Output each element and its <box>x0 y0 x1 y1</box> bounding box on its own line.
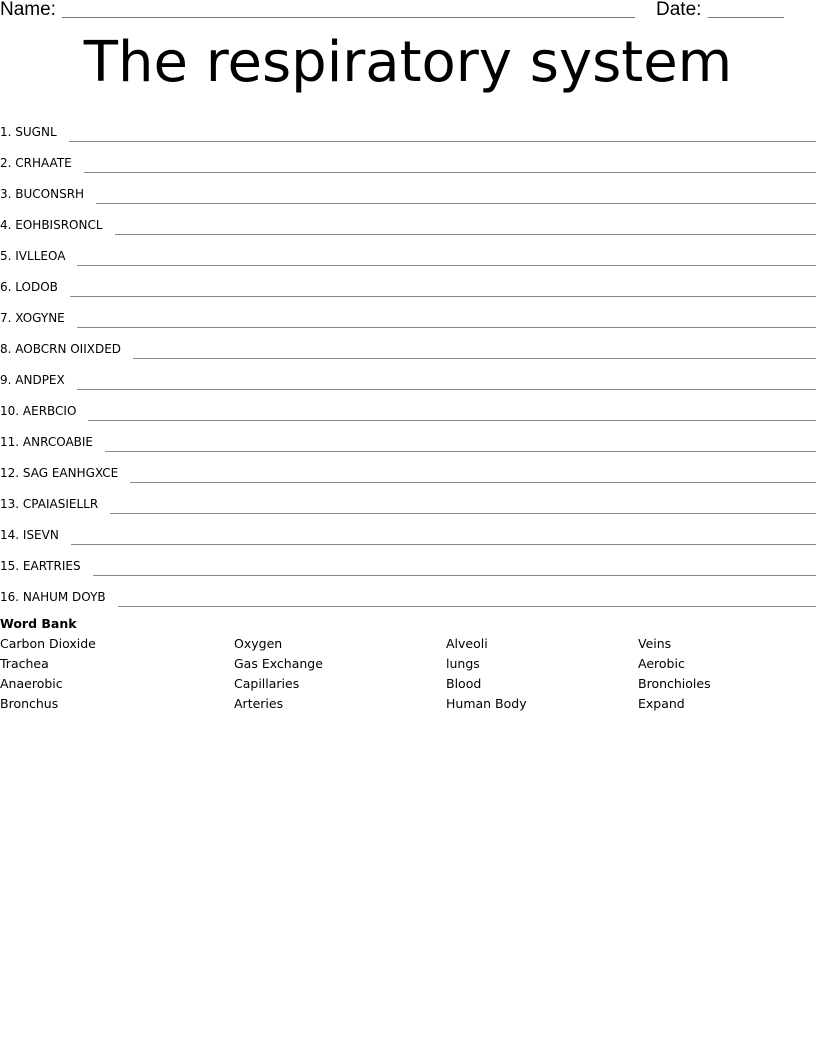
word-bank-item: Expand <box>638 696 685 711</box>
question-row <box>0 330 816 361</box>
question-row <box>0 206 816 237</box>
answer-line[interactable] <box>77 389 816 390</box>
question-scrambled-word: 7. XOGYNE <box>0 311 65 325</box>
question-row <box>0 454 816 485</box>
word-bank-item: Anaerobic <box>0 676 63 691</box>
question-row <box>0 392 816 423</box>
question-list <box>0 113 816 609</box>
word-bank <box>0 615 816 715</box>
answer-line[interactable] <box>77 327 816 328</box>
question-scrambled-word: 4. EOHBISRONCL <box>0 218 103 232</box>
word-bank-item: Capillaries <box>234 676 300 691</box>
question-row <box>0 547 816 578</box>
question-scrambled-word: 14. ISEVN <box>0 528 59 542</box>
question-row <box>0 361 816 392</box>
question-row <box>0 113 816 144</box>
header-row <box>0 0 816 22</box>
question-scrambled-word: 16. NAHUM DOYB <box>0 590 106 604</box>
question-scrambled-word: 8. AOBCRN OIIXDED <box>0 342 122 356</box>
answer-line[interactable] <box>115 234 816 235</box>
question-scrambled-word: 15. EARTRIES <box>0 559 81 573</box>
question-scrambled-word: 2. CRHAATE <box>0 156 72 170</box>
answer-line[interactable] <box>88 420 816 421</box>
word-bank-item: Arteries <box>234 696 284 711</box>
question-scrambled-word: 13. CPAIASIELLR <box>0 497 99 511</box>
name-answer-line[interactable] <box>62 17 635 18</box>
word-bank-item: Bronchus <box>0 696 59 711</box>
page-title: The respiratory system <box>83 30 733 95</box>
question-row <box>0 268 816 299</box>
question-scrambled-word: 10. AERBCIO <box>0 404 77 418</box>
question-scrambled-word: 12. SAG EANHGXCE <box>0 466 119 480</box>
question-row <box>0 578 816 609</box>
word-bank-item: Blood <box>446 676 482 691</box>
answer-line[interactable] <box>93 575 816 576</box>
question-row <box>0 175 816 206</box>
question-scrambled-word: 3. BUCONSRH <box>0 187 85 201</box>
answer-line[interactable] <box>70 296 816 297</box>
answer-line[interactable] <box>84 172 816 173</box>
answer-line[interactable] <box>71 544 816 545</box>
question-row <box>0 299 816 330</box>
question-row <box>0 485 816 516</box>
answer-line[interactable] <box>105 451 816 452</box>
word-bank-item: Carbon Dioxide <box>0 636 96 651</box>
answer-line[interactable] <box>69 141 816 142</box>
question-scrambled-word: 9. ANDPEX <box>0 373 65 387</box>
question-row <box>0 237 816 268</box>
question-scrambled-word: 11. ANRCOABIE <box>0 435 93 449</box>
question-scrambled-word: 6. LODOB <box>0 280 58 294</box>
answer-line[interactable] <box>133 358 816 359</box>
word-bank-item: Bronchioles <box>638 676 711 691</box>
answer-line[interactable] <box>110 513 816 514</box>
question-scrambled-word: 5. IVLLEOA <box>0 249 66 263</box>
word-bank-item: Human Body <box>446 696 527 711</box>
date-label: Date: <box>656 0 702 20</box>
word-bank-item: Gas Exchange <box>234 656 323 671</box>
date-answer-line[interactable] <box>708 17 784 18</box>
word-bank-title: Word Bank <box>0 616 77 631</box>
answer-line[interactable] <box>118 606 816 607</box>
word-bank-item: Trachea <box>0 656 49 671</box>
word-bank-item: Alveoli <box>446 636 488 651</box>
question-row <box>0 516 816 547</box>
question-row <box>0 144 816 175</box>
word-bank-item: Oxygen <box>234 636 283 651</box>
word-bank-grid <box>0 635 816 715</box>
answer-line[interactable] <box>77 265 816 266</box>
name-label: Name: <box>0 0 56 20</box>
word-bank-item: lungs <box>446 656 480 671</box>
word-bank-item: Veins <box>638 636 672 651</box>
answer-line[interactable] <box>96 203 816 204</box>
question-scrambled-word: 1. SUGNL <box>0 125 57 139</box>
word-bank-item: Aerobic <box>638 656 685 671</box>
answer-line[interactable] <box>130 482 816 483</box>
question-row <box>0 423 816 454</box>
